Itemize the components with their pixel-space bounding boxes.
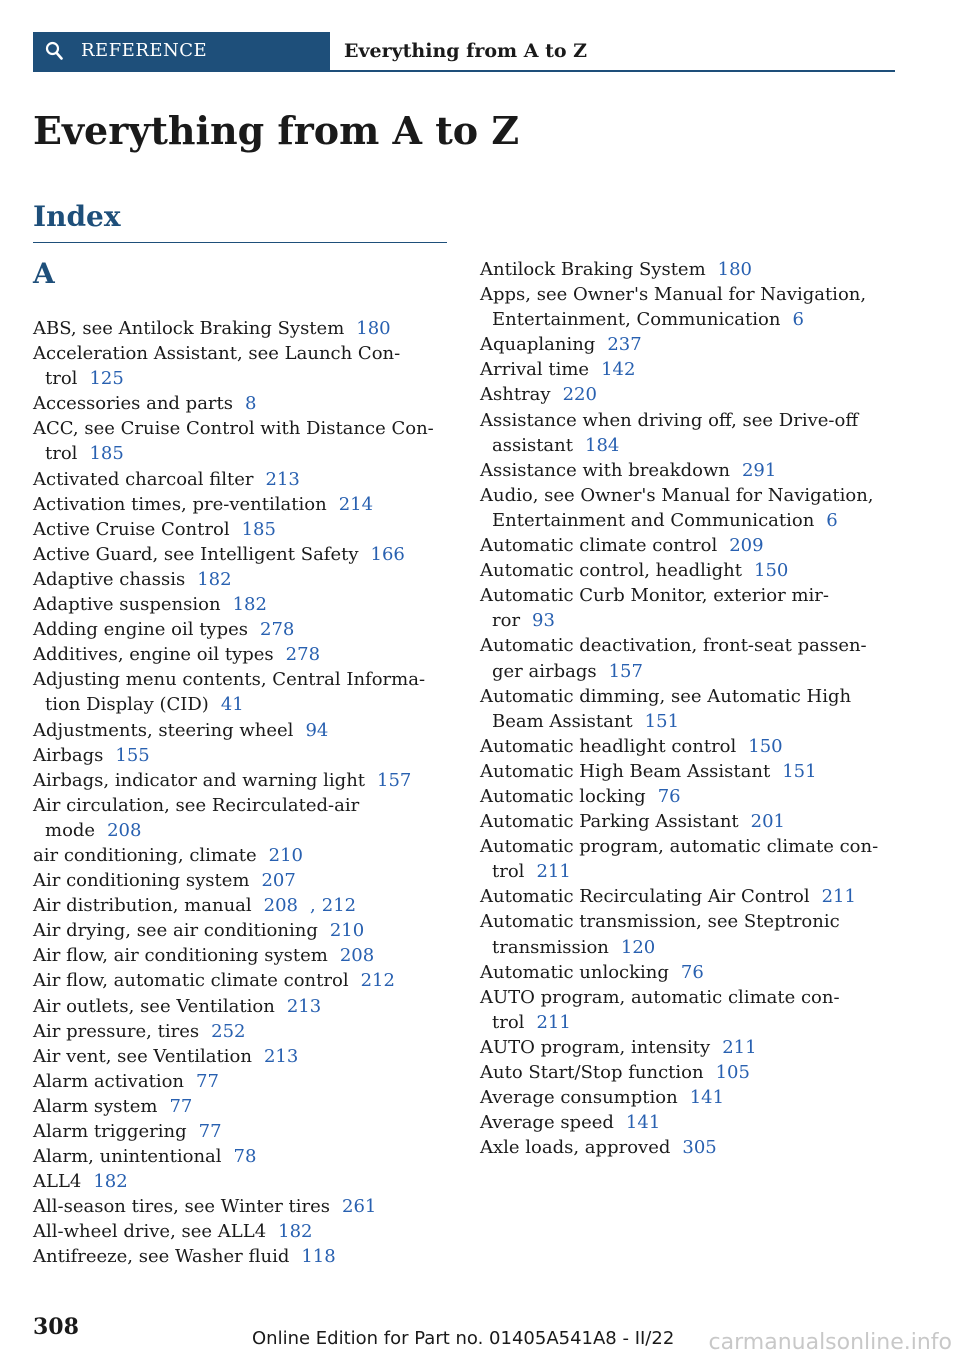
page-link[interactable]: 41 [220,694,244,716]
entry-term: Automatic High Beam Assistant [480,760,771,782]
index-entry [33,1069,443,1094]
page-link[interactable]: 214 [338,493,374,515]
page-link[interactable]: 77 [196,1070,219,1092]
page-separator: , [310,895,316,917]
header-title: Everything from A to Z [344,40,588,62]
entry-term: Audio, see Owner's Manual for Navigation, [480,484,874,506]
index-entry [480,1085,890,1110]
index-entry [480,909,890,959]
entry-term: Air conditioning system [33,870,250,892]
entry-term: Air distribution, manual [33,895,252,917]
index-entry [480,884,890,909]
page-header [33,32,895,72]
index-entry [33,391,443,416]
index-entry [33,316,443,341]
page-link[interactable]: 105 [715,1062,750,1083]
page-link[interactable]: 208 [107,819,142,841]
index-entry [480,458,890,483]
entry-term-continued: Entertainment, Communication [492,309,781,331]
index-entry [33,467,443,492]
index-entry [33,642,443,667]
page-link[interactable]: 150 [748,735,783,757]
page-link[interactable]: 184 [585,434,620,456]
index-entry [33,1019,443,1044]
index-entry [33,592,443,617]
index-entry [480,809,890,834]
index-entry [33,893,443,918]
page-link[interactable]: 155 [115,744,150,766]
index-entry [33,341,443,391]
entry-term: Alarm system [33,1095,158,1117]
page-link[interactable]: 151 [782,760,817,782]
page-link[interactable]: 211 [821,886,856,908]
page-link[interactable]: 182 [232,594,267,616]
page-link[interactable]: 151 [644,710,680,732]
index-entry [33,1144,443,1169]
section-title: Index [33,200,121,233]
watermark: carmanualsonline.info [708,1330,952,1355]
entry-term: AUTO program, intensity [480,1036,711,1058]
page-link[interactable]: 182 [278,1221,313,1243]
entry-term: Alarm activation [33,1070,185,1092]
entry-term-continued: transmission [492,936,609,958]
entry-term: Antilock Braking System [480,259,706,280]
entry-term: Axle loads, approved [480,1137,671,1159]
entry-term: Automatic Curb Monitor, exterior mir- [480,585,829,607]
index-entry [480,1035,890,1060]
page-link[interactable]: 210 [329,920,365,942]
entry-term: Adjusting menu contents, Central Informa- [33,669,426,691]
entry-term: Arrival time [480,359,590,381]
page-link[interactable]: 278 [260,619,295,641]
index-entry [480,533,890,558]
page-link[interactable]: 157 [608,660,643,682]
index-entry [480,784,890,809]
index-entry [33,1094,443,1119]
page-link[interactable]: 211 [722,1036,757,1058]
index-entry [33,843,443,868]
page-link[interactable]: 118 [301,1246,336,1268]
entry-term: Active Guard, see Intelligent Safety [33,543,359,565]
index-entry [480,1110,890,1135]
index-entry [33,718,443,743]
entry-term: Automatic climate control [480,535,718,557]
page-link[interactable]: 6 [826,509,838,531]
index-entry [480,1060,890,1085]
page-link[interactable]: 305 [682,1137,717,1159]
entry-term: Apps, see Owner's Manual for Navigation, [480,284,867,306]
footer-edition: Online Edition for Part no. 01405A541A8 - II/22 [252,1328,675,1349]
entry-term: Air vent, see Ventilation [33,1045,252,1067]
index-entry [480,558,890,583]
index-entry [33,567,443,592]
index-entry [33,868,443,893]
index-entry [480,257,890,282]
page-link[interactable]: 185 [89,443,124,465]
section-divider [33,242,447,243]
entry-term: Automatic locking [480,785,646,807]
entry-term: Automatic dimming, see Automatic High [480,685,852,707]
index-entry [33,416,443,466]
page-link[interactable]: 94 [305,719,329,741]
index-entry [480,583,890,633]
entry-term: Automatic unlocking [480,961,669,983]
page-link[interactable]: 142 [601,359,636,381]
index-entry [480,985,890,1035]
index-entry [33,492,443,517]
page-link[interactable]: 8 [245,393,257,415]
entry-term-continued: trol [45,443,78,465]
entry-term: Auto Start/Stop function [480,1062,704,1083]
entry-term: Ashtray [480,384,551,406]
page-link[interactable]: 207 [261,870,296,892]
magnifier-icon [45,41,63,61]
entry-term: Additives, engine oil types [33,644,274,666]
page-link[interactable]: 120 [620,936,656,958]
index-entry [480,633,890,683]
index-entry [33,1169,443,1194]
page-link[interactable]: 78 [233,1146,257,1168]
index-entry [33,617,443,642]
entry-term: Automatic control, headlight [480,560,743,582]
page-link[interactable]: 213 [265,468,300,490]
index-entry [33,994,443,1019]
page-link[interactable]: 261 [342,1196,377,1218]
entry-term: Air pressure, tires [33,1020,200,1042]
page-link[interactable]: 76 [657,785,681,807]
index-entry [33,542,443,567]
entry-term: AUTO program, automatic climate con- [480,986,840,1008]
page-link[interactable]: 208 [263,895,299,917]
index-entry [480,759,890,784]
entry-term: ACC, see Cruise Control with Distance Con- [33,418,434,440]
page-link[interactable]: 77 [169,1095,193,1117]
entry-term: Automatic Parking Assistant [480,811,739,833]
index-entry [33,1194,443,1219]
page-link[interactable]: 180 [717,259,753,280]
page-link[interactable]: 213 [263,1045,299,1067]
entry-term: Average speed [480,1112,614,1134]
index-entry [33,743,443,768]
entry-term: Automatic program, automatic climate con- [480,836,879,858]
index-entry [480,960,890,985]
entry-term: Automatic headlight control [480,735,737,757]
index-entry [33,517,443,542]
entry-term: Activated charcoal filter [33,468,254,490]
page-title: Everything from A to Z [33,108,520,153]
index-entry [33,667,443,717]
entry-term: Air flow, air conditioning system [33,945,328,967]
entry-term: Active Cruise Control [33,518,230,540]
entry-term: Automatic Recirculating Air Control [480,886,810,908]
page-link[interactable]: 93 [532,610,555,632]
entry-term: Air outlets, see Ventilation [33,995,275,1017]
page-link[interactable]: 211 [536,861,571,883]
entry-term: Air drying, see air conditioning [33,920,318,942]
index-entry [33,1244,443,1269]
index-entry [480,734,890,759]
entry-term: Air circulation, see Recirculated-air [33,794,360,816]
entry-term: Automatic deactivation, front-seat passen- [480,635,867,657]
page-link[interactable]: 201 [750,811,786,833]
index-entry [33,793,443,843]
index-entry [480,357,890,382]
entry-term: Automatic transmission, see Steptronic [480,911,840,933]
index-column-right [480,257,890,1160]
page-link[interactable]: 291 [741,459,777,481]
entry-term: Adaptive suspension [33,594,221,616]
index-entry [480,282,890,332]
page-link[interactable]: 77 [198,1121,222,1142]
index-entry [480,483,890,533]
entry-term: Aquaplaning [480,334,596,356]
entry-term: All-wheel drive, see ALL4 [33,1221,267,1243]
page-link[interactable]: 209 [729,535,764,557]
page-link[interactable]: 237 [607,334,642,356]
entry-term: Air flow, automatic climate control [33,970,349,992]
index-entry [33,968,443,993]
entry-term: Alarm, unintentional [33,1146,222,1168]
page-link[interactable]: 182 [197,568,232,590]
index-entry [33,1119,443,1144]
page-link[interactable]: 185 [241,518,276,540]
entry-term-continued: mode [45,819,96,841]
index-entry [33,943,443,968]
entry-term: Alarm triggering [33,1121,187,1142]
index-entry [33,1219,443,1244]
entry-term: All-season tires, see Winter tires [33,1196,331,1218]
entry-term: Assistance with breakdown [480,459,730,481]
page-link[interactable]: 157 [377,769,412,791]
index-entry [33,1044,443,1069]
entry-term-continued: ror [492,610,521,632]
page-link[interactable]: 182 [93,1171,128,1193]
entry-term: air conditioning, climate [33,844,257,866]
index-entry [480,408,890,458]
entry-term: Airbags, indicator and warning light [33,769,366,791]
index-entry [480,382,890,407]
entry-term-continued: trol [492,861,525,883]
index-entry [33,918,443,943]
entry-term-continued: assistant [492,434,573,456]
page-link[interactable]: 76 [680,961,704,983]
entry-term-continued: trol [45,368,78,390]
entry-term-continued: Entertainment and Communication [492,509,815,531]
entry-term: Acceleration Assistant, see Launch Con- [33,343,401,365]
entry-term: Average consumption [480,1087,678,1109]
tab-label: REFERENCE [81,40,208,61]
page-link[interactable]: 212 [321,895,357,917]
page-link[interactable]: 252 [211,1020,246,1042]
page-link[interactable]: 125 [89,368,124,390]
entry-term: Adjustments, steering wheel [33,719,294,741]
index-entry [480,684,890,734]
page-link[interactable]: 220 [562,384,597,406]
page-link[interactable]: 6 [792,309,804,331]
entry-term: Airbags [33,744,104,766]
entry-term: Activation times, pre-ventilation [33,493,327,515]
index-entry [33,768,443,793]
page-link[interactable]: 208 [339,945,375,967]
page-link[interactable]: 211 [536,1011,571,1033]
entry-term-continued: tion Display (CID) [45,694,209,716]
page-link[interactable]: 213 [286,995,322,1017]
entry-term-continued: Beam Assistant [492,710,633,732]
index-column-left [33,316,443,1270]
page-link[interactable]: 180 [356,318,391,339]
entry-term: ABS, see Antilock Braking System [33,318,345,339]
page-link[interactable]: 212 [360,970,395,992]
entry-term-continued: ger airbags [492,660,597,682]
entry-term: ALL4 [33,1171,82,1193]
entry-term: Antifreeze, see Washer fluid [33,1246,290,1268]
page-link[interactable]: 166 [370,543,405,565]
page-link[interactable]: 210 [268,844,303,866]
entry-term: Accessories and parts [33,393,233,415]
entry-term-continued: trol [492,1011,525,1033]
entry-term: Assistance when driving off, see Drive-off [480,409,859,431]
page-link[interactable]: 278 [285,644,321,666]
page-link[interactable]: 150 [754,560,789,582]
entry-term: Adaptive chassis [33,568,186,590]
entry-term: Adding engine oil types [33,619,249,641]
page-link[interactable]: 141 [689,1087,725,1109]
reference-tab[interactable] [33,32,330,70]
page-number: 308 [33,1314,79,1340]
index-entry [480,1135,890,1160]
page-link[interactable]: 141 [625,1112,661,1134]
index-entry [480,834,890,884]
index-entry [480,332,890,357]
index-letter: A [33,257,55,290]
